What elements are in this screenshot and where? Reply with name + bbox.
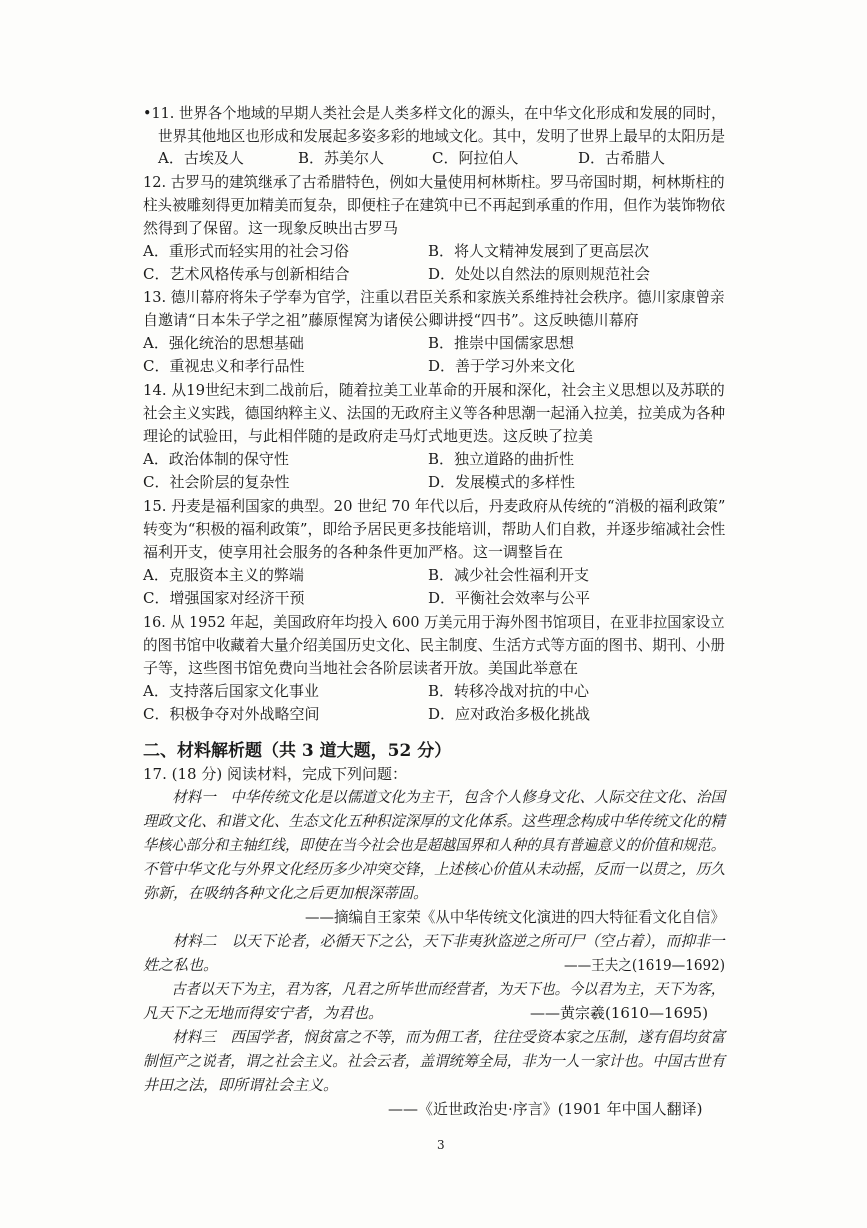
q12-stem-line2: 柱头被雕刻得更加精美而复杂，即便柱子在建筑中已不再起到承重的作用，但作为装饰物依 (143, 196, 726, 214)
material3-line3: 井田之法，即所谓社会主义。 (143, 1076, 339, 1094)
material2-line2: 姓之私也。 (143, 956, 219, 974)
q16-stem-line2: 的图书馆中收藏着大量介绍美国历史文化、民主制度、生活方式等方面的图书、期刊、小册 (143, 636, 726, 654)
q13-option-c: C．重视忠义和孝行品性 (143, 357, 305, 375)
q11-option-d: D．古希腊人 (578, 149, 666, 167)
material2b-line2: 凡天下之无地而得安宁者，为君也。 (143, 1004, 384, 1022)
q13-stem-line1: 13. 德川幕府将朱子学奉为官学，注重以君臣关系和家族关系维持社会秩序。德川家康曾亲 (143, 288, 725, 306)
q15-stem-line2: 转变为“积极的福利政策”，即给予居民更多技能培训，帮助人们自救，并逐步缩减社会性 (143, 520, 726, 538)
material1-line2: 理政文化、和谐文化、生态文化五种积淀深厚的文化体系。这些理念构成中华传统文化的精 (143, 812, 726, 830)
section-heading: 二、材料解析题（共 3 道大题，52 分） (143, 741, 452, 761)
q13-stem-line2: 自邀请“日本朱子学之祖”藤原惺窝为诸侯公卿讲授“四书”。这反映德川幕府 (143, 311, 639, 329)
q15-stem-line1: 15. 丹麦是福利国家的典型。20 世纪 70 年代以后，丹麦政府从传统的“消极的福利政策” (143, 497, 726, 515)
q12-option-b: B．将人文精神发展到了更高层次 (428, 242, 650, 260)
q15-stem-line3: 福利开支，使享用社会服务的各种条件更加严格。这一调整旨在 (143, 543, 564, 561)
q14-option-b: B．独立道路的曲折性 (428, 450, 575, 468)
q14-stem-line3: 理论的试验田，与此相伴随的是政府走马灯式地更迭。这反映了拉美 (143, 427, 594, 445)
q16-stem-line1: 16. 从 1952 年起，美国政府年均投入 600 万美元用于海外图书馆项目，在亚非拉国家设立 (143, 613, 725, 631)
q14-stem-line1: 14. 从19世纪末到二战前后，随着拉美工业革命的开展和深化，社会主义思想以及苏联的 (143, 381, 725, 399)
q15-option-c: C．增强国家对经济干预 (143, 589, 305, 607)
q16-option-d: D．应对政治多极化挑战 (428, 705, 591, 723)
q14-option-c: C．社会阶层的复杂性 (143, 473, 290, 491)
q13-option-b: B．推崇中国儒家思想 (428, 334, 575, 352)
q14-option-a: A．政治体制的保守性 (143, 450, 289, 468)
q16-option-a: A．支持落后国家文化事业 (143, 682, 319, 700)
material1-line3: 华核心部分和主轴红线，即使在当今社会也是超越国界和人种的具有普遍意义的价值和规范。 (143, 836, 725, 854)
q13-option-d: D．善于学习外来文化 (428, 357, 576, 375)
q17-intro: 17. (18 分) 阅读材料，完成下列问题： (143, 765, 407, 783)
q12-option-d: D．处处以自然法的原则规范社会 (428, 265, 651, 283)
q11-option-b: B．苏美尔人 (298, 149, 385, 167)
q16-stem-line3: 子等，这些图书馆免费向当地社会各阶层读者开放。美国此举意在 (143, 659, 579, 677)
q11-stem-line1: •11. 世界各个地域的早期人类社会是人类多样文化的源头，在中华文化形成和发展的同时， (143, 104, 726, 122)
material3-line1: 材料三 西国学者，悯贫富之不等，而为佣工者，往往受资本家之压制，遂有倡均贫富 (143, 1028, 726, 1046)
page-number: 3 (437, 1138, 445, 1152)
material1-source: ——摘编自王家荣《从中华传统文化演进的四大特征看文化自信》 (305, 908, 726, 926)
q12-stem-line3: 然得到了保留。这一现象反映出古罗马 (143, 219, 399, 237)
q16-option-b: B．转移冷战对抗的中心 (428, 682, 590, 700)
q15-option-a: A．克服资本主义的弊端 (143, 566, 304, 584)
q14-option-d: D．发展模式的多样性 (428, 473, 576, 491)
material3-source: ——《近世政治史·序言》(1901 年中国人翻译) (388, 1100, 703, 1118)
material1-line4: 不管中华文化与外界文化经历多少冲突交锋，上述核心价值从未动摇，反而一以贯之，历久 (143, 860, 726, 878)
q11-option-c: C．阿拉伯人 (432, 149, 519, 167)
q11-option-a: A．古埃及人 (158, 149, 244, 167)
q16-option-c: C．积极争夺对外战略空间 (143, 705, 320, 723)
material2-source2: ——黄宗羲(1610—1695) (530, 1004, 709, 1022)
q13-option-a: A．强化统治的思想基础 (143, 334, 304, 352)
q15-option-d: D．平衡社会效率与公平 (428, 589, 591, 607)
material1-line1: 材料一 中华传统文化是以儒道文化为主干，包含个人修身文化、人际交往文化、治国 (143, 788, 726, 806)
material1-line5: 弥新，在吸纳各种文化之后更加根深蒂固。 (143, 884, 429, 902)
material2b-line1: 古者以天下为主，君为客，凡君之所毕世而经营者，为天下也。今以君为主，天下为客， (143, 980, 725, 998)
material3-line2: 制恒产之说者，谓之社会主义。社会云者，盖谓统筹全局，非为一人一家计也。中国古世有 (143, 1052, 726, 1070)
q12-option-c: C．艺术风格传承与创新相结合 (143, 265, 350, 283)
q11-stem-line2: 世界其他地区也形成和发展起多姿多彩的地域文化。其中，发明了世界上最早的太阳历是 (158, 127, 725, 145)
q12-stem-line1: 12. 古罗马的建筑继承了古希腊特色，例如大量使用柯林斯柱。罗马帝国时期，柯林斯柱的 (143, 173, 725, 191)
q14-stem-line2: 社会主义实践，德国纳粹主义、法国的无政府主义等各种思潮一起涌入拉美，拉美成为各种 (143, 404, 726, 422)
q12-option-a: A．重形式而轻实用的社会习俗 (143, 242, 349, 260)
material2-source1: ——王夫之(1619—1692) (564, 956, 726, 974)
q15-option-b: B．减少社会性福利开支 (428, 566, 590, 584)
material2-line1: 材料二 以天下论者，必循天下之公，天下非夷狄盗逆之所可尸（空占着），而抑非一 (143, 932, 725, 950)
